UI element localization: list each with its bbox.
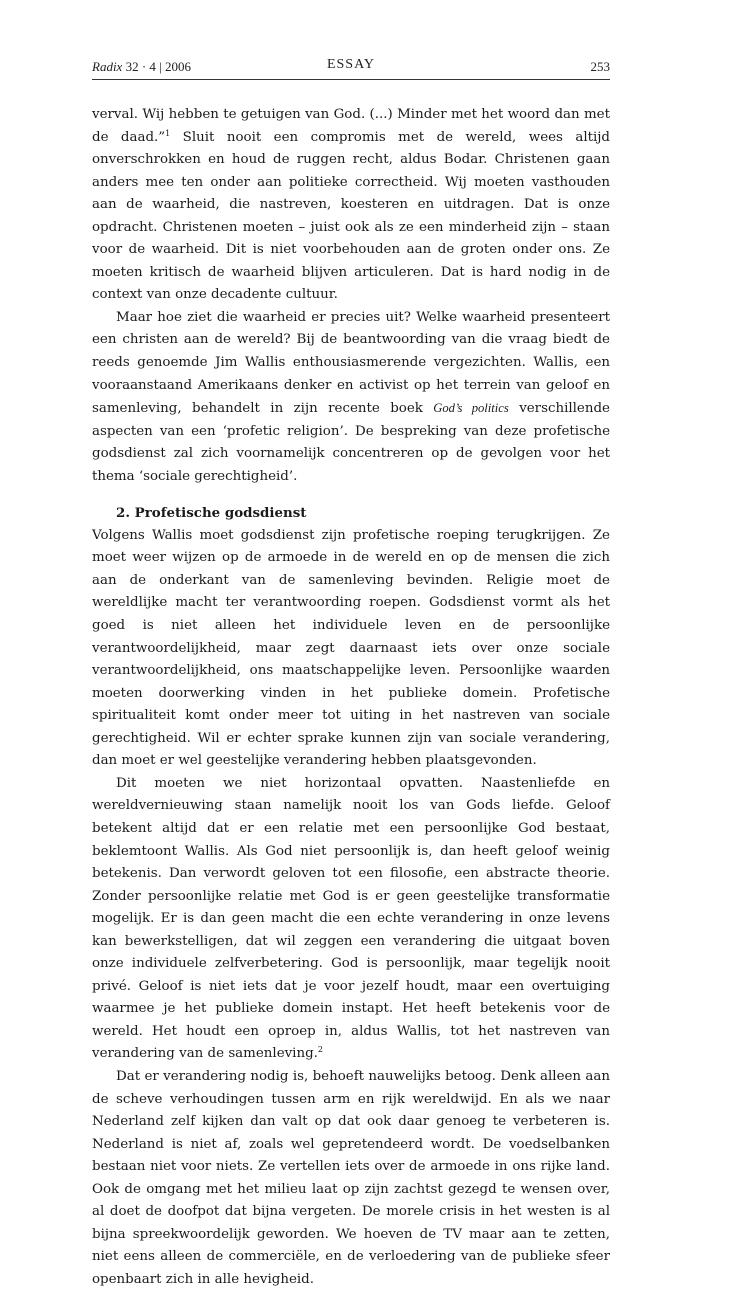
section-label: ESSAY xyxy=(326,57,376,72)
paragraph: Volgens Wallis moet godsdienst zijn profetische roeping terugkrijgen. Ze moet weer wijzen op de armoede in de wereld en op de mensen die zich aan de onderkant van de samenleving bevinden. Religie moet de wereldlijke macht ter verantwoording roepen. Godsdienst vormt als het goed is niet alleen het individuele leven en de persoonlijke verantwoordelijkheid, maar zegt daarnaast iets over onze sociale verantwoordelijkheid, ons maatschappelijke leven. Persoonlijke waarden moeten doorwerking vinden in het publieke domein. Profetische spiritualiteit komt onder meer tot uiting in het nastreven van sociale gerechtigheid. Wil er echter sprake kunnen zijn van sociale verandering, dan moet er wel geestelijke verandering hebben plaatsgevonden. xyxy=(92,527,610,769)
paragraph: Dit moeten we niet horizontaal opvatten. Naastenliefde en wereldvernieuwing staan namelijk nooit los van Gods liefde. Geloof betekent altijd dat er een relatie met een persoonlijke God bestaat, beklemtoont Wallis. Als God niet persoonlijk is, dan heeft geloof weinig betekenis. Dan verwordt geloven tot een filosofie, een abstracte theorie. Zonder persoonlijke relatie met God is er geen geestelijke transformatie mogelijk. Er is dan geen macht die een echte verandering in onze levens kan bewerkstelligen, dat wil zeggen een verandering die uitgaat boven onze individuele zelfverbetering. God is persoonlijk, maar tegelijk nooit privé. Geloof is niet iets dat je voor jezelf houdt, maar een overtuiging waarmee je het publieke domein instapt. Het heeft betekenis voor de wereld. Het houdt een oproep in, aldus Wallis, tot het nastreven van verandering van de samenleving.$^2$ xyxy=(92,775,610,1062)
header-rule xyxy=(92,79,610,80)
page-number: 253 xyxy=(590,59,610,74)
footnote-reference[interactable]: 2 xyxy=(317,1045,324,1055)
book-title: God’s politics xyxy=(433,401,509,416)
running-header xyxy=(92,57,610,79)
footnote-reference[interactable]: 1 xyxy=(165,128,171,138)
paragraph: verval. Wij hebben te getuigen van God. (...) Minder met het woord dan met de daad.”$^1$ Sluit nooit een compromis met de wereld, wees altijd onverschrokken en houd de ruggen recht, aldus Bodar. Christenen gaan anders mee ten onder aan politieke correctheid. Wij moeten vasthouden aan de waarheid, die nastreven, koesteren en uitdragen. Dat is onze opdracht. Christenen moeten – juist ook als ze een minderheid zijn – staan voor de waarheid. Dit is niet voorbehouden aan de groten onder ons. Ze moeten kritisch de waarheid blijven articuleren. Dat is hard nodig in de context van onze decadente cultuur. xyxy=(92,107,610,303)
paragraph: Dat er verandering nodig is, behoeft nauwelijks betoog. Denk alleen aan de scheve verhoudingen tussen arm en rijk wereldwijd. En als we naar Nederland zelf kijken dan valt op dat ook daar genoeg te verbeteren is. Nederland is niet af, zoals wel gepretendeerd wordt. De voedselbanken bestaan niet voor niets. Ze vertellen iets over de armoede in ons rijke land. Ook de omgang met het milieu laat op zijn zachtst gezegd te wensen over, al doet de doofpot dat bijna vergeten. De morele crisis in het westen is al bijna spreekwoordelijk geworden. We hoeven de TV maar aan te zetten, niet eens alleen de commerciële, en de verloedering van de publieke sfeer openbaart zich in alle hevigheid. xyxy=(92,1068,610,1287)
journal-issue: 32 · 4 | 2006 xyxy=(125,59,192,74)
journal-name: Radix xyxy=(92,59,123,74)
body-text xyxy=(92,104,610,1291)
section-heading: 2. Profetische godsdienst xyxy=(116,505,307,522)
paragraph: Maar hoe ziet die waarheid er precies uit? Welke waarheid presenteert een christen aan de wereld? Bij de beantwoording van die vraag biedt de reeds genoemde Jim Wallis enthousiasmerende vergezichten. Wallis, een vooraanstaand Amerikaans denker en activist op het terrein van geloof en samenleving, behandelt in zijn recente boek God’s politics verschillende aspecten van een ‘profetic religion’. De bespreking van deze profetische godsdienst zal zich voornamelijk concentreren op de gevolgen voor het thema ‘sociale gerechtigheid’. xyxy=(92,309,610,484)
